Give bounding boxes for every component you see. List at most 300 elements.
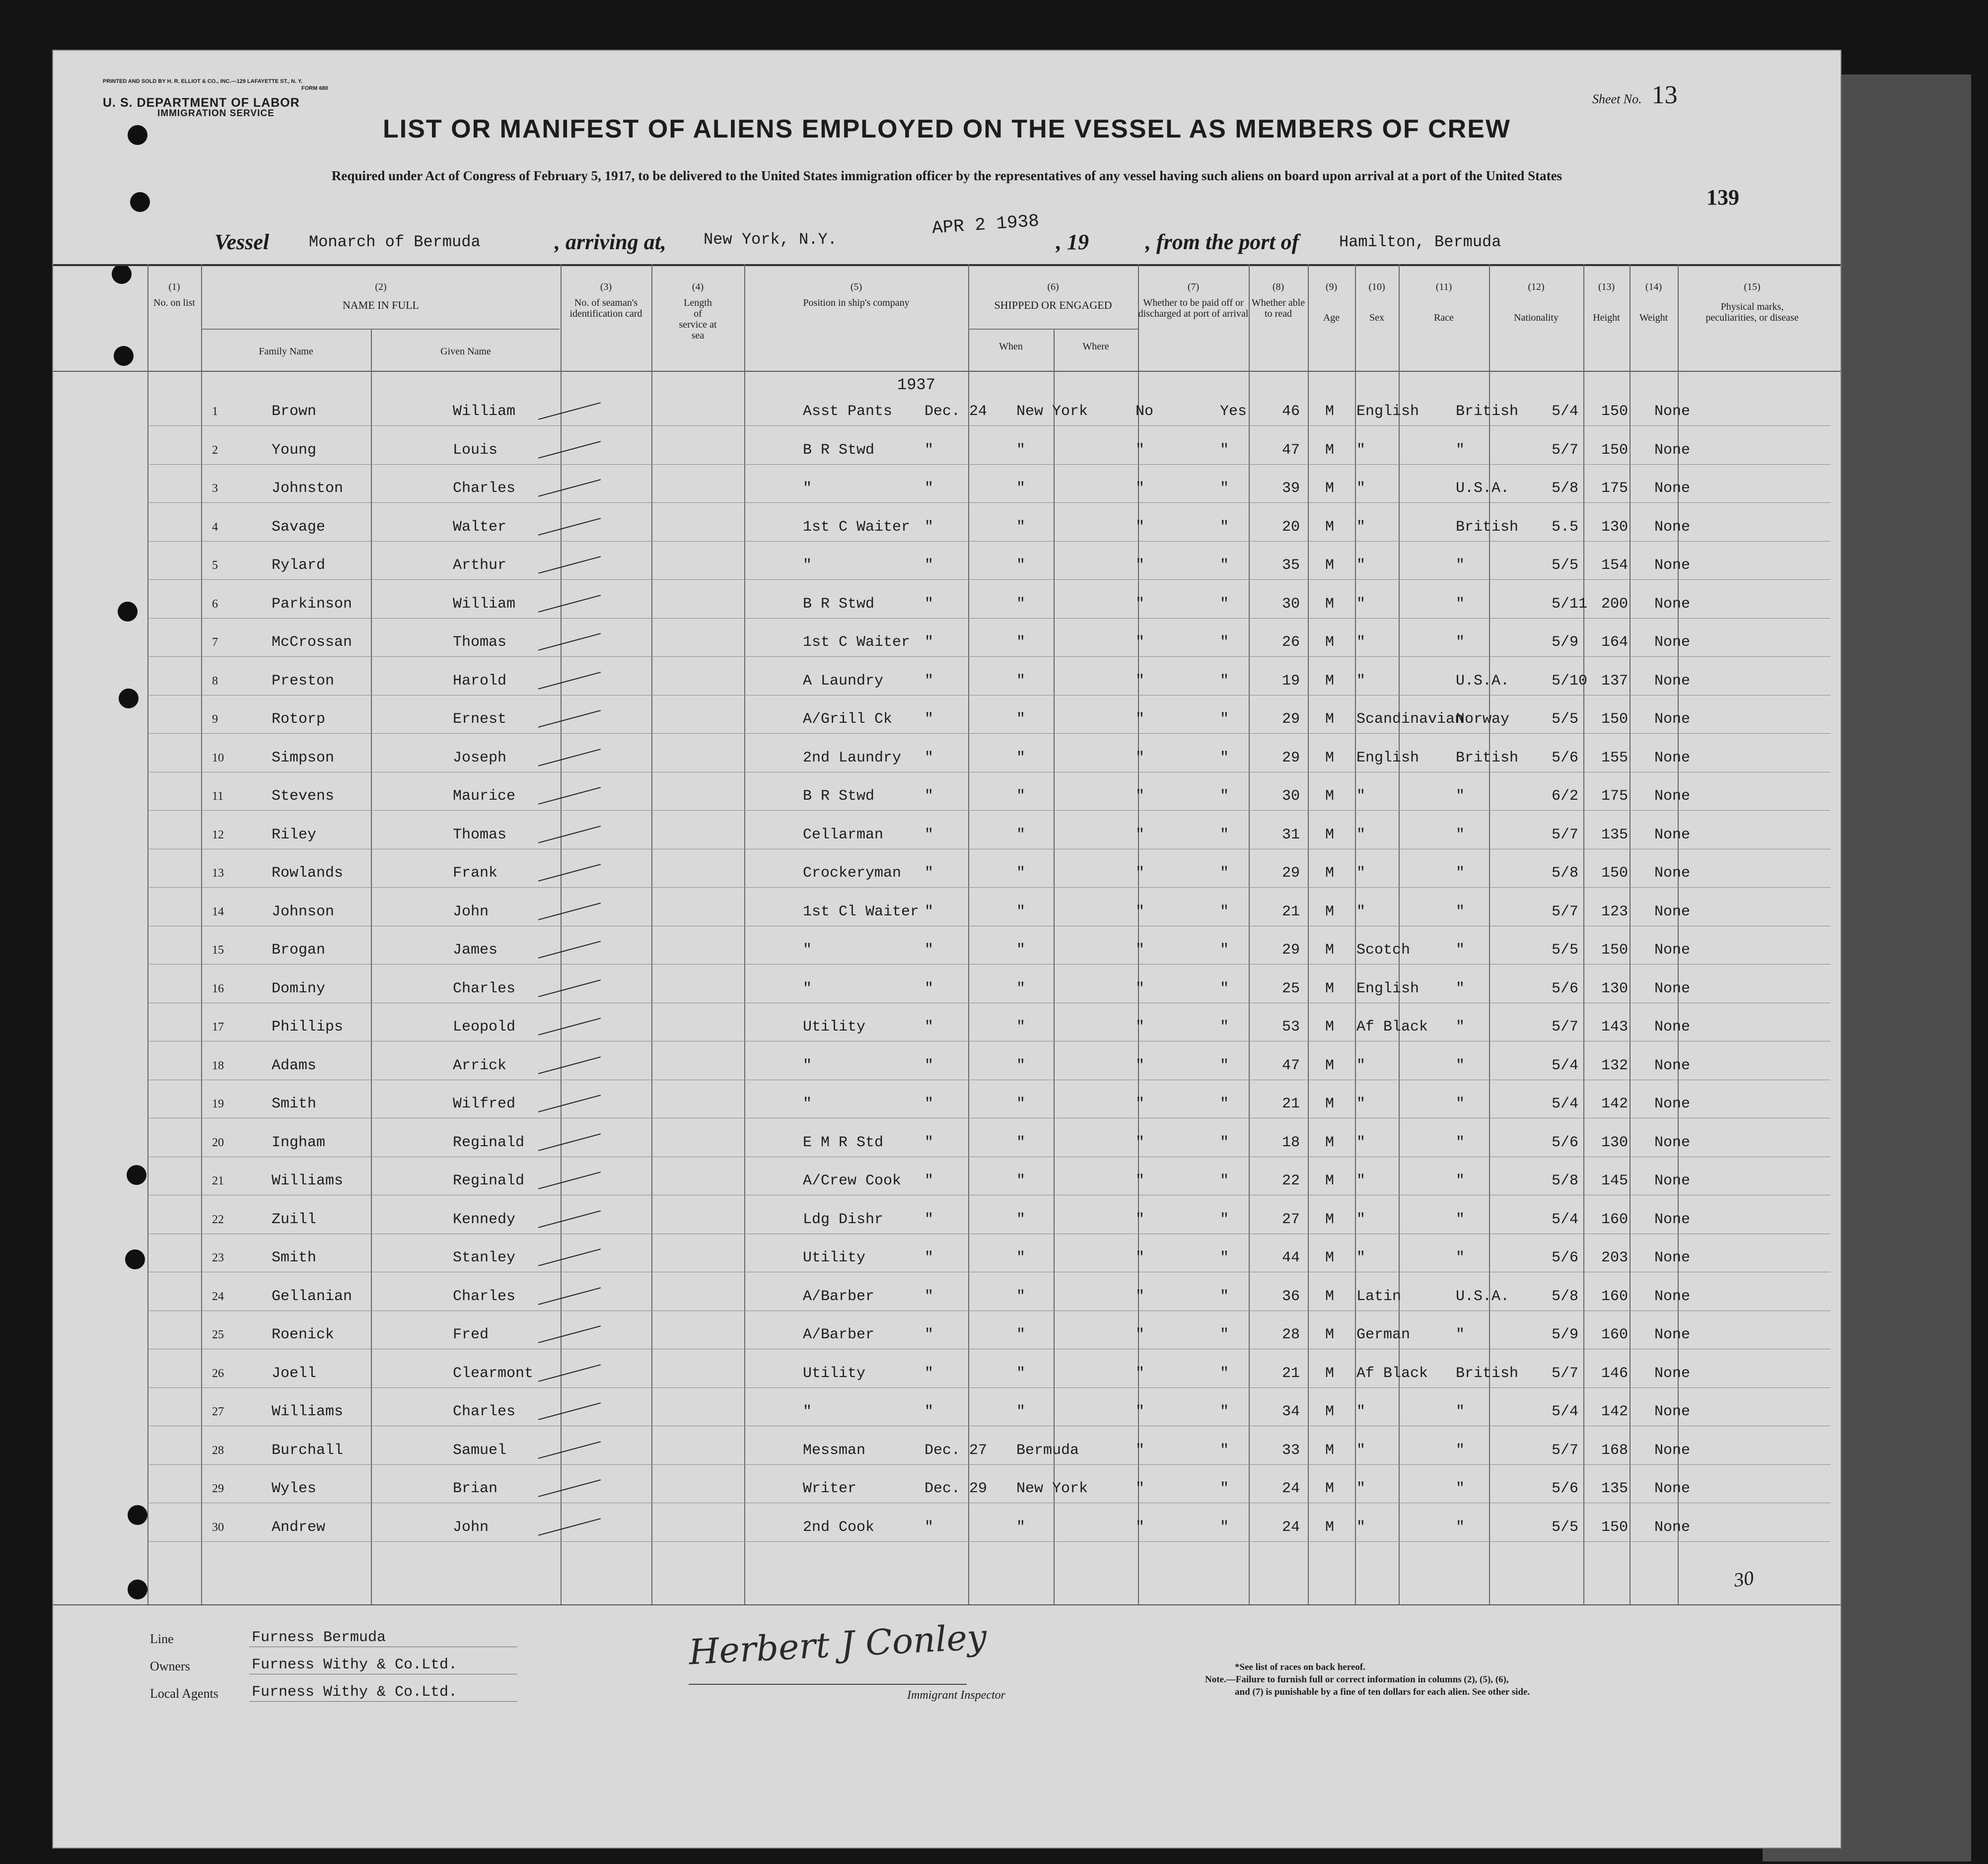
- cell-marks: None: [1654, 1096, 1691, 1112]
- cell-sex: M: [1325, 672, 1335, 690]
- col-header-1: (1) No. on list: [153, 281, 195, 308]
- from-port-label: , from the port of: [1145, 230, 1299, 254]
- cell-height: 5/7: [1552, 441, 1579, 459]
- column-divider: [1249, 264, 1250, 1604]
- cell-position: 2nd Laundry: [803, 749, 902, 766]
- cell-race: German: [1356, 1326, 1411, 1343]
- cell-nat: ": [1456, 1519, 1465, 1536]
- cell-position: Utility: [803, 1249, 866, 1266]
- cell-read: ": [1220, 1249, 1229, 1266]
- cell-position: ": [803, 480, 812, 497]
- cell-given: Walter: [453, 518, 507, 536]
- service-name: IMMIGRATION SERVICE: [157, 108, 275, 119]
- cell-family: Dominy: [272, 980, 326, 997]
- cell-given: Reginald: [453, 1173, 525, 1189]
- cell-race: ": [1356, 518, 1366, 536]
- cell-given: Charles: [453, 1403, 516, 1420]
- cell-marks: None: [1654, 672, 1691, 690]
- cell-age: 21: [1282, 903, 1300, 920]
- cell-where: ": [1016, 595, 1026, 613]
- cell-age: 34: [1282, 1403, 1300, 1420]
- cell-marks: None: [1654, 480, 1691, 497]
- cell-family: Rotorp: [272, 711, 326, 728]
- cell-nat: U.S.A.: [1456, 480, 1510, 497]
- margin-count-note: 30: [1732, 1566, 1755, 1591]
- cell-race: ": [1356, 441, 1366, 459]
- cell-family: Smith: [272, 1249, 317, 1266]
- cell-marks: None: [1654, 903, 1691, 920]
- col-header-6: (6) SHIPPED OR ENGAGED: [994, 281, 1112, 311]
- cell-weight: 142: [1601, 1403, 1629, 1420]
- cell-read: ": [1220, 518, 1229, 536]
- cell-race: ": [1356, 634, 1366, 651]
- cell-family: Phillips: [272, 1019, 344, 1036]
- cell-nat: ": [1456, 1096, 1465, 1112]
- cell-no: 10: [212, 751, 224, 764]
- cell-position: B R Stwd: [803, 788, 875, 805]
- cell-marks: None: [1654, 518, 1691, 536]
- cell-height: 5/6: [1552, 980, 1579, 997]
- col-header-4: (4) Length of service at sea: [679, 281, 717, 341]
- cell-paid: ": [1136, 749, 1145, 766]
- cell-weight: 150: [1601, 711, 1629, 728]
- cell-where: ": [1016, 826, 1026, 843]
- cell-race: Af Black: [1356, 1365, 1428, 1382]
- cell-paid: ": [1136, 711, 1145, 728]
- cell-read: ": [1220, 865, 1229, 882]
- column-divider: [1054, 329, 1055, 1604]
- table-row-rule: [147, 425, 1831, 426]
- cell-paid: ": [1136, 1403, 1145, 1420]
- printer-imprint: [103, 78, 328, 92]
- cell-sex: M: [1325, 1173, 1335, 1189]
- cell-read: ": [1220, 441, 1229, 459]
- cell-height: 5/8: [1552, 865, 1579, 882]
- cell-height: 5/8: [1552, 1288, 1579, 1305]
- cell-family: Williams: [272, 1173, 344, 1189]
- cell-read: ": [1220, 1403, 1229, 1420]
- cell-where: New York: [1016, 1480, 1088, 1497]
- manifest-sheet: [52, 50, 1842, 1849]
- id-card-pen-mark: [538, 1518, 601, 1536]
- cell-marks: None: [1654, 1288, 1691, 1305]
- cell-where: ": [1016, 1403, 1026, 1420]
- cell-age: 47: [1282, 1057, 1300, 1074]
- cell-when: ": [924, 980, 934, 997]
- cell-given: William: [453, 403, 516, 420]
- cell-family: Gellanian: [272, 1288, 353, 1305]
- cell-paid: ": [1136, 672, 1145, 690]
- table-row-rule: [147, 656, 1831, 657]
- cell-age: 36: [1282, 1288, 1300, 1305]
- sheet-number-value: 13: [1651, 81, 1678, 109]
- cell-when: ": [924, 1096, 934, 1112]
- cell-race: ": [1356, 1096, 1366, 1112]
- agents-value: Furness Withy & Co.Ltd.: [252, 1684, 458, 1701]
- id-card-pen-mark: [538, 1056, 601, 1074]
- id-card-pen-mark: [538, 787, 601, 805]
- cell-where: ": [1016, 903, 1026, 920]
- cell-no: 17: [212, 1021, 224, 1034]
- cell-read: Yes: [1220, 403, 1247, 420]
- cell-race: ": [1356, 865, 1366, 882]
- punch-hole: [127, 1165, 146, 1185]
- cell-paid: No: [1136, 403, 1154, 420]
- cell-nat: ": [1456, 903, 1465, 920]
- id-card-pen-mark: [538, 479, 601, 497]
- cell-when: ": [924, 788, 934, 805]
- col-header-where: Where: [1082, 341, 1109, 352]
- cell-race: English: [1356, 749, 1420, 766]
- cell-marks: None: [1654, 942, 1691, 959]
- cell-age: 30: [1282, 788, 1300, 805]
- year-label: , 19: [1056, 230, 1089, 254]
- cell-where: ": [1016, 711, 1026, 728]
- cell-height: 5/5: [1552, 1519, 1579, 1536]
- penalty-note-2: and (7) is punishable by a fine of ten dollars for each alien. See other side.: [1235, 1687, 1530, 1697]
- col-header-10: (10) Sex: [1368, 281, 1385, 323]
- cell-family: Johnston: [272, 480, 344, 497]
- cell-read: ": [1220, 1019, 1229, 1036]
- cell-age: 22: [1282, 1173, 1300, 1189]
- cell-when: ": [924, 865, 934, 882]
- cell-race: ": [1356, 1519, 1366, 1536]
- cell-paid: ": [1136, 788, 1145, 805]
- cell-age: 26: [1282, 634, 1300, 651]
- cell-sex: M: [1325, 557, 1335, 574]
- cell-weight: 146: [1601, 1365, 1629, 1382]
- id-card-pen-mark: [538, 979, 601, 997]
- cell-family: Riley: [272, 826, 317, 843]
- id-card-pen-mark: [538, 518, 601, 536]
- cell-height: 5.5: [1552, 518, 1579, 536]
- cell-weight: 150: [1601, 441, 1629, 459]
- cell-no: 8: [212, 674, 218, 688]
- id-card-pen-mark: [538, 441, 601, 459]
- cell-age: 30: [1282, 595, 1300, 613]
- column-divider: [651, 264, 652, 1604]
- cell-family: Williams: [272, 1403, 344, 1420]
- cell-paid: ": [1136, 1442, 1145, 1459]
- cell-position: ": [803, 1403, 812, 1420]
- footer-rule: [249, 1701, 517, 1702]
- cell-when: Dec. 29: [924, 1480, 988, 1497]
- cell-read: ": [1220, 788, 1229, 805]
- cell-where: ": [1016, 518, 1026, 536]
- cell-race: Latin: [1356, 1288, 1402, 1305]
- cell-read: ": [1220, 1173, 1229, 1189]
- cell-nat: ": [1456, 826, 1465, 843]
- cell-when: ": [924, 1326, 934, 1343]
- cell-paid: ": [1136, 1211, 1145, 1228]
- cell-when: ": [924, 1134, 934, 1151]
- cell-sex: M: [1325, 980, 1335, 997]
- cell-read: ": [1220, 557, 1229, 574]
- cell-height: 5/6: [1552, 1480, 1579, 1497]
- cell-when: Dec. 27: [924, 1442, 988, 1459]
- cell-where: ": [1016, 980, 1026, 997]
- cell-position: Asst Pants: [803, 403, 893, 420]
- col-header-family-name: Family Name: [259, 346, 313, 357]
- cell-paid: ": [1136, 1134, 1145, 1151]
- id-card-pen-mark: [538, 556, 601, 574]
- cell-no: 2: [212, 443, 218, 457]
- cell-sex: M: [1325, 403, 1335, 420]
- cell-sex: M: [1325, 903, 1335, 920]
- cell-position: 2nd Cook: [803, 1519, 875, 1536]
- cell-position: Writer: [803, 1480, 857, 1497]
- table-row-rule: [147, 579, 1831, 580]
- cell-age: 35: [1282, 557, 1300, 574]
- table-row-rule: [147, 502, 1831, 503]
- cell-no: 13: [212, 867, 224, 880]
- cell-marks: None: [1654, 1326, 1691, 1343]
- cell-when: ": [924, 441, 934, 459]
- cell-paid: ": [1136, 441, 1145, 459]
- cell-given: Louis: [453, 441, 498, 459]
- cell-given: Frank: [453, 865, 498, 882]
- id-card-pen-mark: [538, 633, 601, 651]
- cell-weight: 135: [1601, 1480, 1629, 1497]
- cell-position: E M R Std: [803, 1134, 884, 1151]
- vessel-label: Vessel: [214, 230, 269, 254]
- cell-where: ": [1016, 1173, 1026, 1189]
- cell-race: ": [1356, 672, 1366, 690]
- cell-marks: None: [1654, 403, 1691, 420]
- cell-when: ": [924, 903, 934, 920]
- name-subheader-rule: [201, 329, 560, 330]
- cell-sex: M: [1325, 1019, 1335, 1036]
- cell-no: 5: [212, 559, 218, 572]
- cell-sex: M: [1325, 1442, 1335, 1459]
- cell-family: McCrossan: [272, 634, 353, 651]
- cell-race: Af Black: [1356, 1019, 1428, 1036]
- id-card-pen-mark: [538, 1402, 601, 1420]
- cell-height: 5/7: [1552, 903, 1579, 920]
- cell-weight: 145: [1601, 1173, 1629, 1189]
- arrival-port: New York, N.Y.: [704, 230, 837, 249]
- cell-sex: M: [1325, 1288, 1335, 1305]
- cell-nat: ": [1456, 1442, 1465, 1459]
- cell-nat: British: [1456, 518, 1519, 536]
- column-divider: [201, 264, 202, 1604]
- table-bottom-rule: [53, 1604, 1841, 1605]
- signature-rule: [689, 1684, 967, 1685]
- cell-read: ": [1220, 749, 1229, 766]
- cell-where: ": [1016, 1057, 1026, 1074]
- penalty-note-1: Note.—Failure to furnish full or correct information in columns (2), (5), (6),: [1205, 1674, 1509, 1685]
- cell-race: ": [1356, 557, 1366, 574]
- cell-height: 6/2: [1552, 788, 1579, 805]
- cell-paid: ": [1136, 1249, 1145, 1266]
- date-stamp: APR 2 1938: [931, 210, 1040, 239]
- cell-sex: M: [1325, 1096, 1335, 1112]
- cell-nat: U.S.A.: [1456, 672, 1510, 690]
- cell-age: 29: [1282, 865, 1300, 882]
- cell-given: Harold: [453, 672, 507, 690]
- cell-where: ": [1016, 1096, 1026, 1112]
- cell-marks: None: [1654, 865, 1691, 882]
- cell-marks: None: [1654, 1365, 1691, 1382]
- cell-where: ": [1016, 1365, 1026, 1382]
- cell-where: ": [1016, 634, 1026, 651]
- cell-nat: ": [1456, 865, 1465, 882]
- cell-read: ": [1220, 826, 1229, 843]
- agents-label: Local Agents: [150, 1686, 218, 1701]
- cell-age: 21: [1282, 1365, 1300, 1382]
- cell-nat: ": [1456, 1134, 1465, 1151]
- cell-marks: None: [1654, 441, 1691, 459]
- cell-read: ": [1220, 942, 1229, 959]
- id-card-pen-mark: [538, 1133, 601, 1151]
- cell-weight: 130: [1601, 518, 1629, 536]
- cell-given: Brian: [453, 1480, 498, 1497]
- cell-nat: ": [1456, 1403, 1465, 1420]
- cell-sex: M: [1325, 1480, 1335, 1497]
- punch-hole: [118, 602, 138, 621]
- table-row-rule: [147, 541, 1831, 542]
- cell-paid: ": [1136, 865, 1145, 882]
- punch-hole: [130, 192, 150, 212]
- table-row-rule: [147, 464, 1831, 465]
- cell-family: Rylard: [272, 557, 326, 574]
- page-number: 139: [1706, 185, 1739, 209]
- cell-age: 28: [1282, 1326, 1300, 1343]
- cell-height: 5/4: [1552, 1403, 1579, 1420]
- cell-paid: ": [1136, 1326, 1145, 1343]
- cell-family: Young: [272, 441, 317, 459]
- id-card-pen-mark: [538, 826, 601, 843]
- cell-position: A/Barber: [803, 1288, 875, 1305]
- cell-height: 5/5: [1552, 942, 1579, 959]
- cell-height: 5/6: [1552, 749, 1579, 766]
- cell-given: Clearmont: [453, 1365, 534, 1382]
- cell-age: 21: [1282, 1096, 1300, 1112]
- cell-nat: ": [1456, 1019, 1465, 1036]
- cell-weight: 123: [1601, 903, 1629, 920]
- cell-weight: 135: [1601, 826, 1629, 843]
- table-row-rule: [147, 618, 1831, 619]
- cell-when: ": [924, 1403, 934, 1420]
- cell-position: ": [803, 942, 812, 959]
- cell-age: 31: [1282, 826, 1300, 843]
- cell-position: A/Barber: [803, 1326, 875, 1343]
- cell-weight: 142: [1601, 1096, 1629, 1112]
- cell-marks: None: [1654, 749, 1691, 766]
- cell-read: ": [1220, 1365, 1229, 1382]
- cell-paid: ": [1136, 826, 1145, 843]
- cell-sex: M: [1325, 518, 1335, 536]
- cell-sex: M: [1325, 480, 1335, 497]
- cell-paid: ": [1136, 1057, 1145, 1074]
- id-card-pen-mark: [538, 402, 601, 420]
- col-header-13: (13) Height: [1593, 281, 1620, 323]
- col-header-2: (2) NAME IN FULL: [343, 281, 419, 311]
- cell-no: 11: [212, 790, 224, 803]
- cell-no: 6: [212, 597, 218, 611]
- cell-nat: U.S.A.: [1456, 1288, 1510, 1305]
- cell-when: ": [924, 595, 934, 613]
- cell-sex: M: [1325, 1249, 1335, 1266]
- cell-no: 1: [212, 405, 218, 418]
- cell-height: 5/4: [1552, 403, 1579, 420]
- cell-paid: ": [1136, 1019, 1145, 1036]
- cell-height: 5/6: [1552, 1249, 1579, 1266]
- cell-paid: ": [1136, 1173, 1145, 1189]
- cell-family: Ingham: [272, 1134, 326, 1151]
- cell-when: ": [924, 1057, 934, 1074]
- cell-paid: ": [1136, 1096, 1145, 1112]
- cell-race: ": [1356, 1057, 1366, 1074]
- table-row-rule: [147, 733, 1831, 734]
- punch-hole: [125, 1249, 145, 1269]
- cell-paid: ": [1136, 1519, 1145, 1536]
- cell-paid: ": [1136, 1288, 1145, 1305]
- cell-when: ": [924, 518, 934, 536]
- cell-race: Scotch: [1356, 942, 1411, 959]
- cell-read: ": [1220, 903, 1229, 920]
- cell-given: Leopold: [453, 1019, 516, 1036]
- cell-when: ": [924, 634, 934, 651]
- cell-given: Arrick: [453, 1057, 507, 1074]
- printer-line: PRINTED AND SOLD BY H. R. ELLIOT & CO., INC.—129 LAFAYETTE ST., N. Y.: [103, 78, 303, 84]
- cell-marks: None: [1654, 1480, 1691, 1497]
- cell-where: ": [1016, 1519, 1026, 1536]
- cell-nat: ": [1456, 942, 1465, 959]
- cell-read: ": [1220, 1211, 1229, 1228]
- requirement-text: Required under Act of Congress of February 5, 1917, to be delivered to the United States immigration officer by the representatives of any vessel having such aliens on board upon arrival at a port of the United States: [331, 168, 1562, 183]
- cell-no: 14: [212, 905, 224, 918]
- cell-race: ": [1356, 1173, 1366, 1189]
- cell-age: 44: [1282, 1249, 1300, 1266]
- cell-given: Reginald: [453, 1134, 525, 1151]
- cell-weight: 175: [1601, 788, 1629, 805]
- cell-when: ": [924, 942, 934, 959]
- cell-age: 25: [1282, 980, 1300, 997]
- shipped-year-note: 1937: [897, 376, 935, 394]
- cell-marks: None: [1654, 1057, 1691, 1074]
- cell-family: Brogan: [272, 942, 326, 959]
- cell-where: ": [1016, 1019, 1026, 1036]
- cell-weight: 154: [1601, 557, 1629, 574]
- vessel-name: Monarch of Bermuda: [309, 233, 481, 251]
- cell-no: 16: [212, 982, 224, 995]
- id-card-pen-mark: [538, 1325, 601, 1343]
- cell-position: ": [803, 1057, 812, 1074]
- cell-read: ": [1220, 1519, 1229, 1536]
- id-card-pen-mark: [538, 595, 601, 613]
- col-header-3: (3) No. of seaman's identification card: [569, 281, 642, 319]
- cell-position: Crockeryman: [803, 865, 902, 882]
- cell-weight: 143: [1601, 1019, 1629, 1036]
- cell-weight: 150: [1601, 942, 1629, 959]
- cell-family: Johnson: [272, 903, 335, 920]
- cell-marks: None: [1654, 1173, 1691, 1189]
- cell-race: ": [1356, 1211, 1366, 1228]
- cell-marks: None: [1654, 1249, 1691, 1266]
- id-card-pen-mark: [538, 902, 601, 920]
- cell-height: 5/9: [1552, 634, 1579, 651]
- cell-marks: None: [1654, 1403, 1691, 1420]
- cell-read: ": [1220, 1096, 1229, 1112]
- races-note: *See list of races on back hereof.: [1235, 1662, 1365, 1672]
- col-header-8: (8) Whether able to read: [1251, 281, 1305, 319]
- cell-position: A Laundry: [803, 672, 884, 690]
- cell-weight: 150: [1601, 403, 1629, 420]
- column-divider: [147, 264, 148, 1604]
- cell-race: ": [1356, 1442, 1366, 1459]
- cell-nat: ": [1456, 980, 1465, 997]
